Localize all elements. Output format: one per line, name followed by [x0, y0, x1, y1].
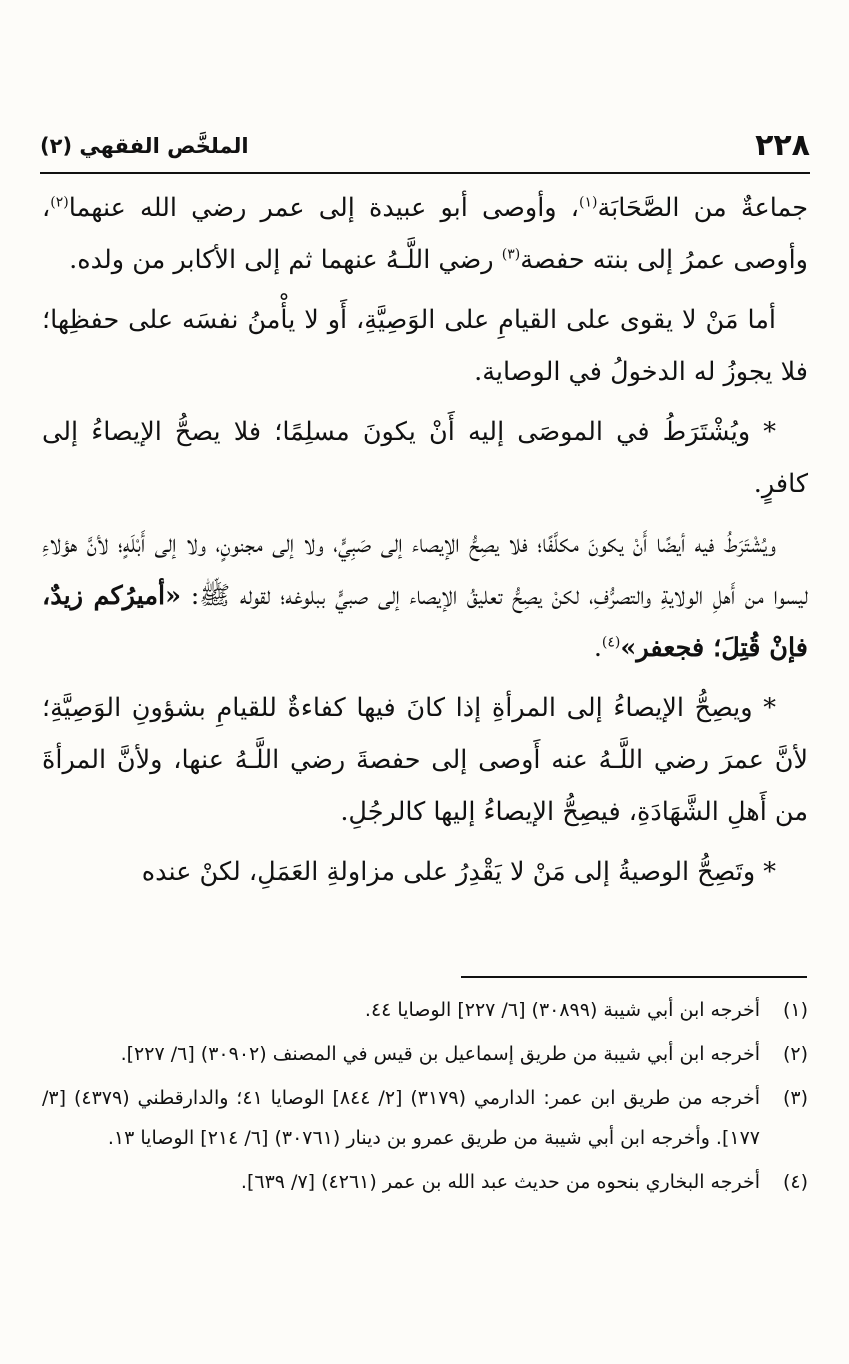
page-number: ٢٢٨ — [755, 128, 810, 163]
header-rule — [40, 172, 810, 174]
text-run: * وتَصِحُّ الوصيةُ إلى مَنْ لا يَقْدِرُ على مزاولةِ العَمَلِ، لكنْ عنده — [141, 857, 776, 887]
footnote-number: (٢) — [782, 1043, 808, 1065]
text-run: . — [593, 633, 602, 663]
footnote-marker: (٤) — [601, 634, 621, 651]
text-run: ويُشْتَرَطُ فيه أيضًا أَنْ يكونَ مكلَّفًا؛ فلا يصِحُّ الإيصاء إلى صَبِيٍّ، ولا إلى مجنونٍ، ولا إلى أَبْلَهٍ؛ لأنَّ هؤلاءِ ليسوا من أَهلِ الولايةِ والتصرُّفِ، لكنْ يصِحُّ تعليقُ الإيصاء إلى صبيٍّ ببلوغه؛ لقوله ﷺ: — [42, 529, 808, 611]
paragraph — [42, 406, 808, 510]
footnote-marker: (٢) — [50, 194, 69, 211]
page-header — [40, 128, 810, 170]
text-run: * ويصِحُّ الإيصاءُ إلى المرأةِ إذا كانَ فيها كفاءةٌ للقيامِ بشؤونِ الوَصِيَّةِ؛ لأنَّ عمرَ رضي اللَّـهُ عنه أَوصى إلى حفصةَ رضي اللَّـهُ عنها، ولأنَّ المرأةَ من أَهلِ الشَّهَادَةِ، فيصِحُّ الإيصاءُ إليها كالرجُلِ. — [42, 693, 808, 827]
footnote-text: أخرجه البخاري بنحوه من حديث عبد الله بن عمر (٤٢٦١) [٧/ ٦٣٩]. — [240, 1171, 760, 1193]
footnote-number: (١) — [782, 999, 808, 1021]
footnote-marker: (٣) — [501, 246, 521, 263]
main-text — [42, 182, 808, 906]
footnote-rule — [461, 976, 807, 978]
footnote-text: أخرجه من طريق ابن عمر: الدارمي (٣١٧٩) [٢/ ٨٤٤] الوصايا ٤١؛ والدارقطني (٤٣٧٩) [٣/ ١٧٧]. وأخرجه ابن أبي شيبة من طريق عمرو بن دينار (٣٠٧٦١) [٦/ ٢١٤] الوصايا ١٣. — [42, 1087, 760, 1149]
text-run: ، وأوصى عمرُ إلى بنته حفصة — [42, 193, 808, 275]
paragraph — [42, 182, 808, 286]
footnote — [42, 1078, 808, 1158]
footnote-number: (٤) — [782, 1171, 808, 1193]
footnote-number: (٣) — [782, 1087, 808, 1109]
hadith-quote: «أميرُكم زيدٌ، فإنْ قُتِلَ؛ فجعفر» — [42, 581, 808, 663]
footnote — [42, 1034, 808, 1074]
footnote-text: أخرجه ابن أبي شيبة من طريق إسماعيل بن قيس في المصنف (٣٠٩٠٢) [٦/ ٢٢٧]. — [120, 1043, 760, 1065]
paragraph — [42, 846, 808, 898]
footnote-text: أخرجه ابن أبي شيبة (٣٠٨٩٩) [٦/ ٢٢٧] الوصايا ٤٤. — [364, 999, 760, 1021]
paragraph — [42, 682, 808, 838]
footnote-marker: (١) — [579, 194, 598, 211]
footnotes — [42, 990, 808, 1206]
text-run: جماعةٌ من الصَّحَابَة — [597, 193, 808, 223]
footnote — [42, 990, 808, 1030]
paragraph — [42, 518, 808, 674]
text-run: أما مَنْ لا يقوى على القيامِ على الوَصِيَّةِ، أَو لا يأْمنُ نفسَه على حفظِها؛ فلا يجوزُ له الدخولُ في الوصاية. — [42, 305, 808, 387]
text-run: * ويُشْتَرَطُ في الموصَى إليه أَنْ يكونَ مسلِمًا؛ فلا يصحُّ الإيصاءُ إلى كافرٍ. — [42, 417, 808, 499]
paragraph — [42, 294, 808, 398]
text-run: ، وأوصى أبو عبيدة إلى عمر رضي الله عنهما — [68, 193, 580, 223]
text-run: رضي اللَّـهُ عنهما ثم إلى الأكابر من ولده. — [69, 245, 502, 275]
footnote — [42, 1162, 808, 1202]
running-title: الملخَّص الفقهي (٢) — [40, 134, 249, 158]
